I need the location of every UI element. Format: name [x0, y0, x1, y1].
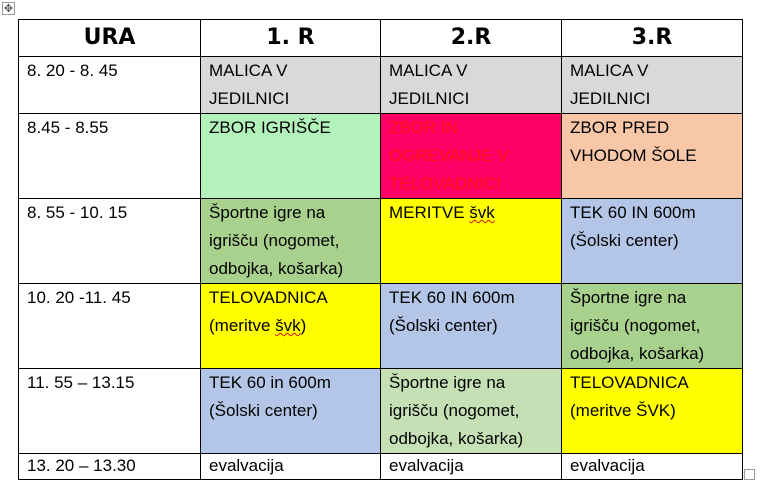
table-row [19, 57, 743, 114]
header-row [19, 20, 743, 57]
activity-cell: Športne igre na igrišču (nogomet, odbojka, košarka) [562, 284, 743, 369]
activity-cell: MALICA V JEDILNICI [381, 57, 562, 114]
header-class-2: 2.R [381, 20, 562, 57]
time-cell: 8. 55 - 10. 15 [19, 199, 201, 284]
activity-cell: ZBOR IGRIŠČE [201, 114, 381, 199]
activity-cell: MALICA V JEDILNICI [201, 57, 381, 114]
table-row [19, 114, 743, 199]
header-time: URA [19, 20, 201, 57]
activity-cell: TEK 60 in 600m (Šolski center) [201, 369, 381, 454]
table-row [19, 369, 743, 454]
activity-cell: evalvacija [381, 454, 562, 480]
activity-cell: ZBOR PRED VHODOM ŠOLE [562, 114, 743, 199]
time-cell: 13. 20 – 13.30 [19, 454, 201, 480]
activity-cell: TELOVADNICA (meritve švk) [201, 284, 381, 369]
activity-cell: evalvacija [201, 454, 381, 480]
header-class-1: 1. R [201, 20, 381, 57]
activity-cell: TEK 60 IN 600m (Šolski center) [381, 284, 562, 369]
schedule-table [18, 19, 743, 480]
spellcheck-squiggle: švk [275, 316, 301, 335]
activity-cell: ZBOR IN OGREVANJE V TELOVADNICI [381, 114, 562, 199]
table-resize-handle[interactable] [744, 469, 755, 480]
spellcheck-squiggle: švk [469, 203, 495, 222]
header-class-3: 3.R [562, 20, 743, 57]
activity-cell: Športne igre na igrišču (nogomet, odbojka, košarka) [201, 199, 381, 284]
activity-cell: MERITVE švk [381, 199, 562, 284]
table-row [19, 454, 743, 480]
activity-cell: TEK 60 IN 600m (Šolski center) [562, 199, 743, 284]
table-move-handle-icon[interactable]: ✥ [3, 2, 14, 15]
time-cell: 10. 20 -11. 45 [19, 284, 201, 369]
table-row [19, 199, 743, 284]
time-cell: 8.45 - 8.55 [19, 114, 201, 199]
activity-cell: Športne igre na igrišču (nogomet, odbojka, košarka) [381, 369, 562, 454]
activity-cell: evalvacija [562, 454, 743, 480]
time-cell: 11. 55 – 13.15 [19, 369, 201, 454]
time-cell: 8. 20 - 8. 45 [19, 57, 201, 114]
activity-cell: MALICA V JEDILNICI [562, 57, 743, 114]
activity-cell: TELOVADNICA (meritve ŠVK) [562, 369, 743, 454]
table-row [19, 284, 743, 369]
